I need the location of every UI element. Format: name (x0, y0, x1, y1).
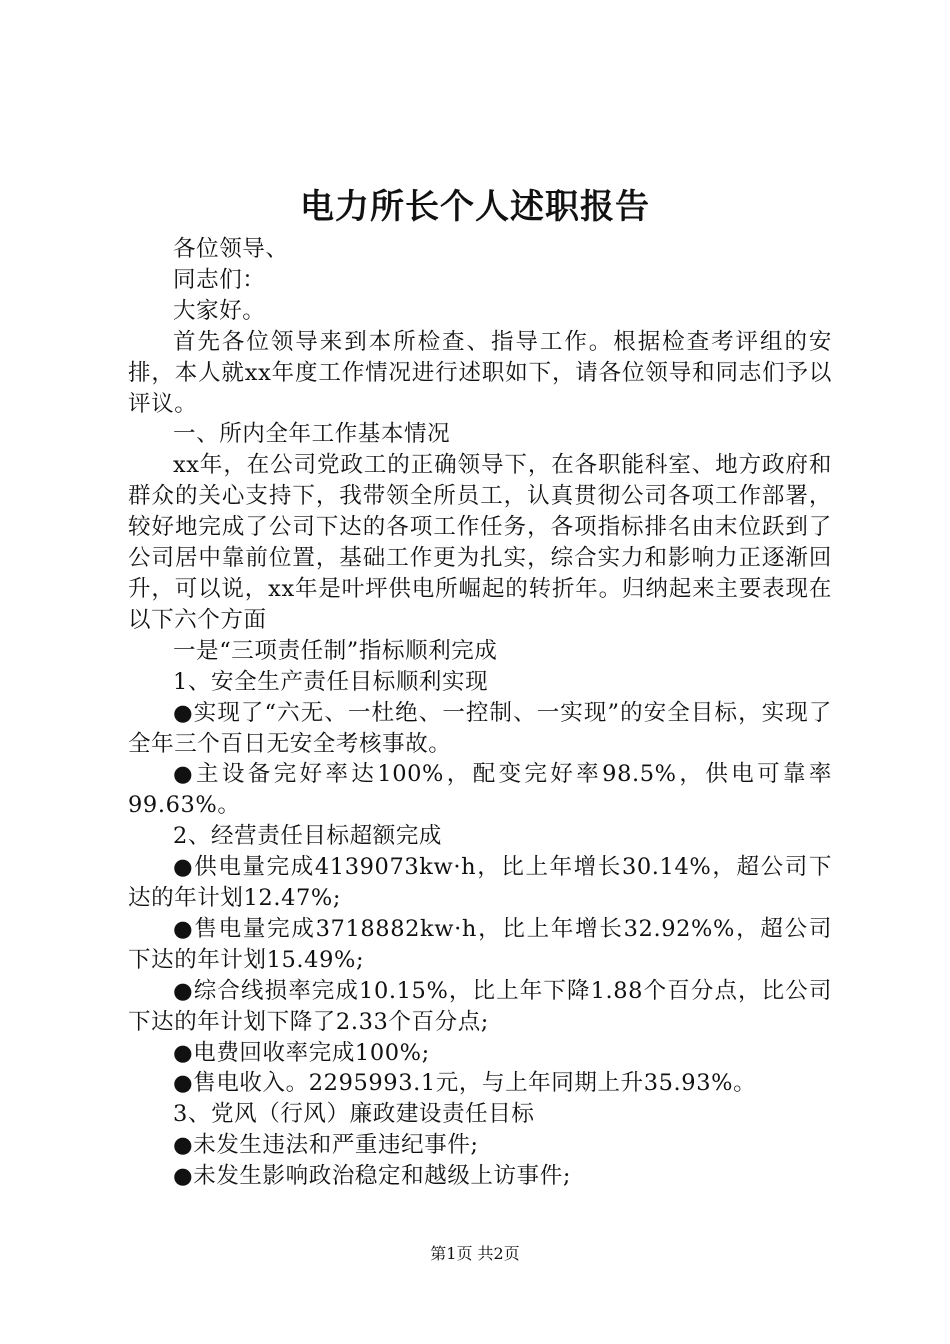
bullet-no-violations: ●未发生违法和严重违纪事件; (173, 1132, 479, 1159)
bullet-fee-recovery: ●电费回收率完成100%; (173, 1039, 430, 1066)
paragraph-intro: 首先各位领导来到本所检查、指导工作。根据检查考评组的安排，本人就xx年度工作情况进行述职如下，请各位领导和同志们予以评议。 (128, 328, 832, 417)
document-title: 电力所长个人述职报告 (300, 187, 650, 227)
bullet-power-supply: ●供电量完成4139073kw·h，比上年增长30.14%，超公司下达的年计划12.47%; (128, 854, 832, 912)
bullet-line-loss: ●综合线损率完成10.15%，比上年下降1.88个百分点，比公司下达的年计划下降了2.33个百分点; (128, 977, 832, 1035)
bullet-equipment-rate: ●主设备完好率达100%，配变完好率98.5%，供电可靠率99.63%。 (128, 761, 832, 819)
page-footer: 第1页 共2页 (430, 1244, 520, 1263)
section-heading-overview: 一、所内全年工作基本情况 (173, 421, 451, 448)
bullet-safety-target: ●实现了“六无、一杜绝、一控制、一实现”的安全目标，实现了全年三个百日无安全考核事故。 (128, 699, 832, 757)
bullet-power-sales: ●售电量完成3718882kw·h，比上年增长32.92%%，超公司下达的年计划15.49%; (128, 915, 832, 973)
bullet-no-petitions: ●未发生影响政治稳定和越级上访事件; (173, 1163, 572, 1190)
subheading-integrity-goals: 3、党风（行风）廉政建设责任目标 (173, 1101, 535, 1128)
document-body (128, 234, 832, 1192)
paragraph-greeting: 大家好。 (173, 297, 266, 324)
subheading-safety-goals: 1、安全生产责任目标顺利实现 (173, 668, 489, 695)
subheading-business-goals: 2、经营责任目标超额完成 (173, 823, 443, 850)
paragraph-salutation-comrades: 同志们： (173, 266, 266, 293)
paragraph-salutation-leaders: 各位领导、 (173, 236, 289, 262)
subheading-responsibility-system: 一是“三项责任制”指标顺利完成 (173, 637, 498, 664)
bullet-sales-revenue: ●售电收入。2295993.1元，与上年同期上升35.93%。 (173, 1070, 757, 1097)
paragraph-overview: xx年，在公司党政工的正确领导下，在各职能科室、地方政府和群众的关心支持下，我带领全所员工，认真贯彻公司各项工作部署，较好地完成了公司下达的各项工作任务，各项指标排名由末位跃到了公司居中靠前位置，基础工作更为扎实，综合实力和影响力正逐渐回升，可以说，xx年是叶坪供电所崛起的转折年。归纳起来主要表现在以下六个方面 (128, 452, 832, 633)
